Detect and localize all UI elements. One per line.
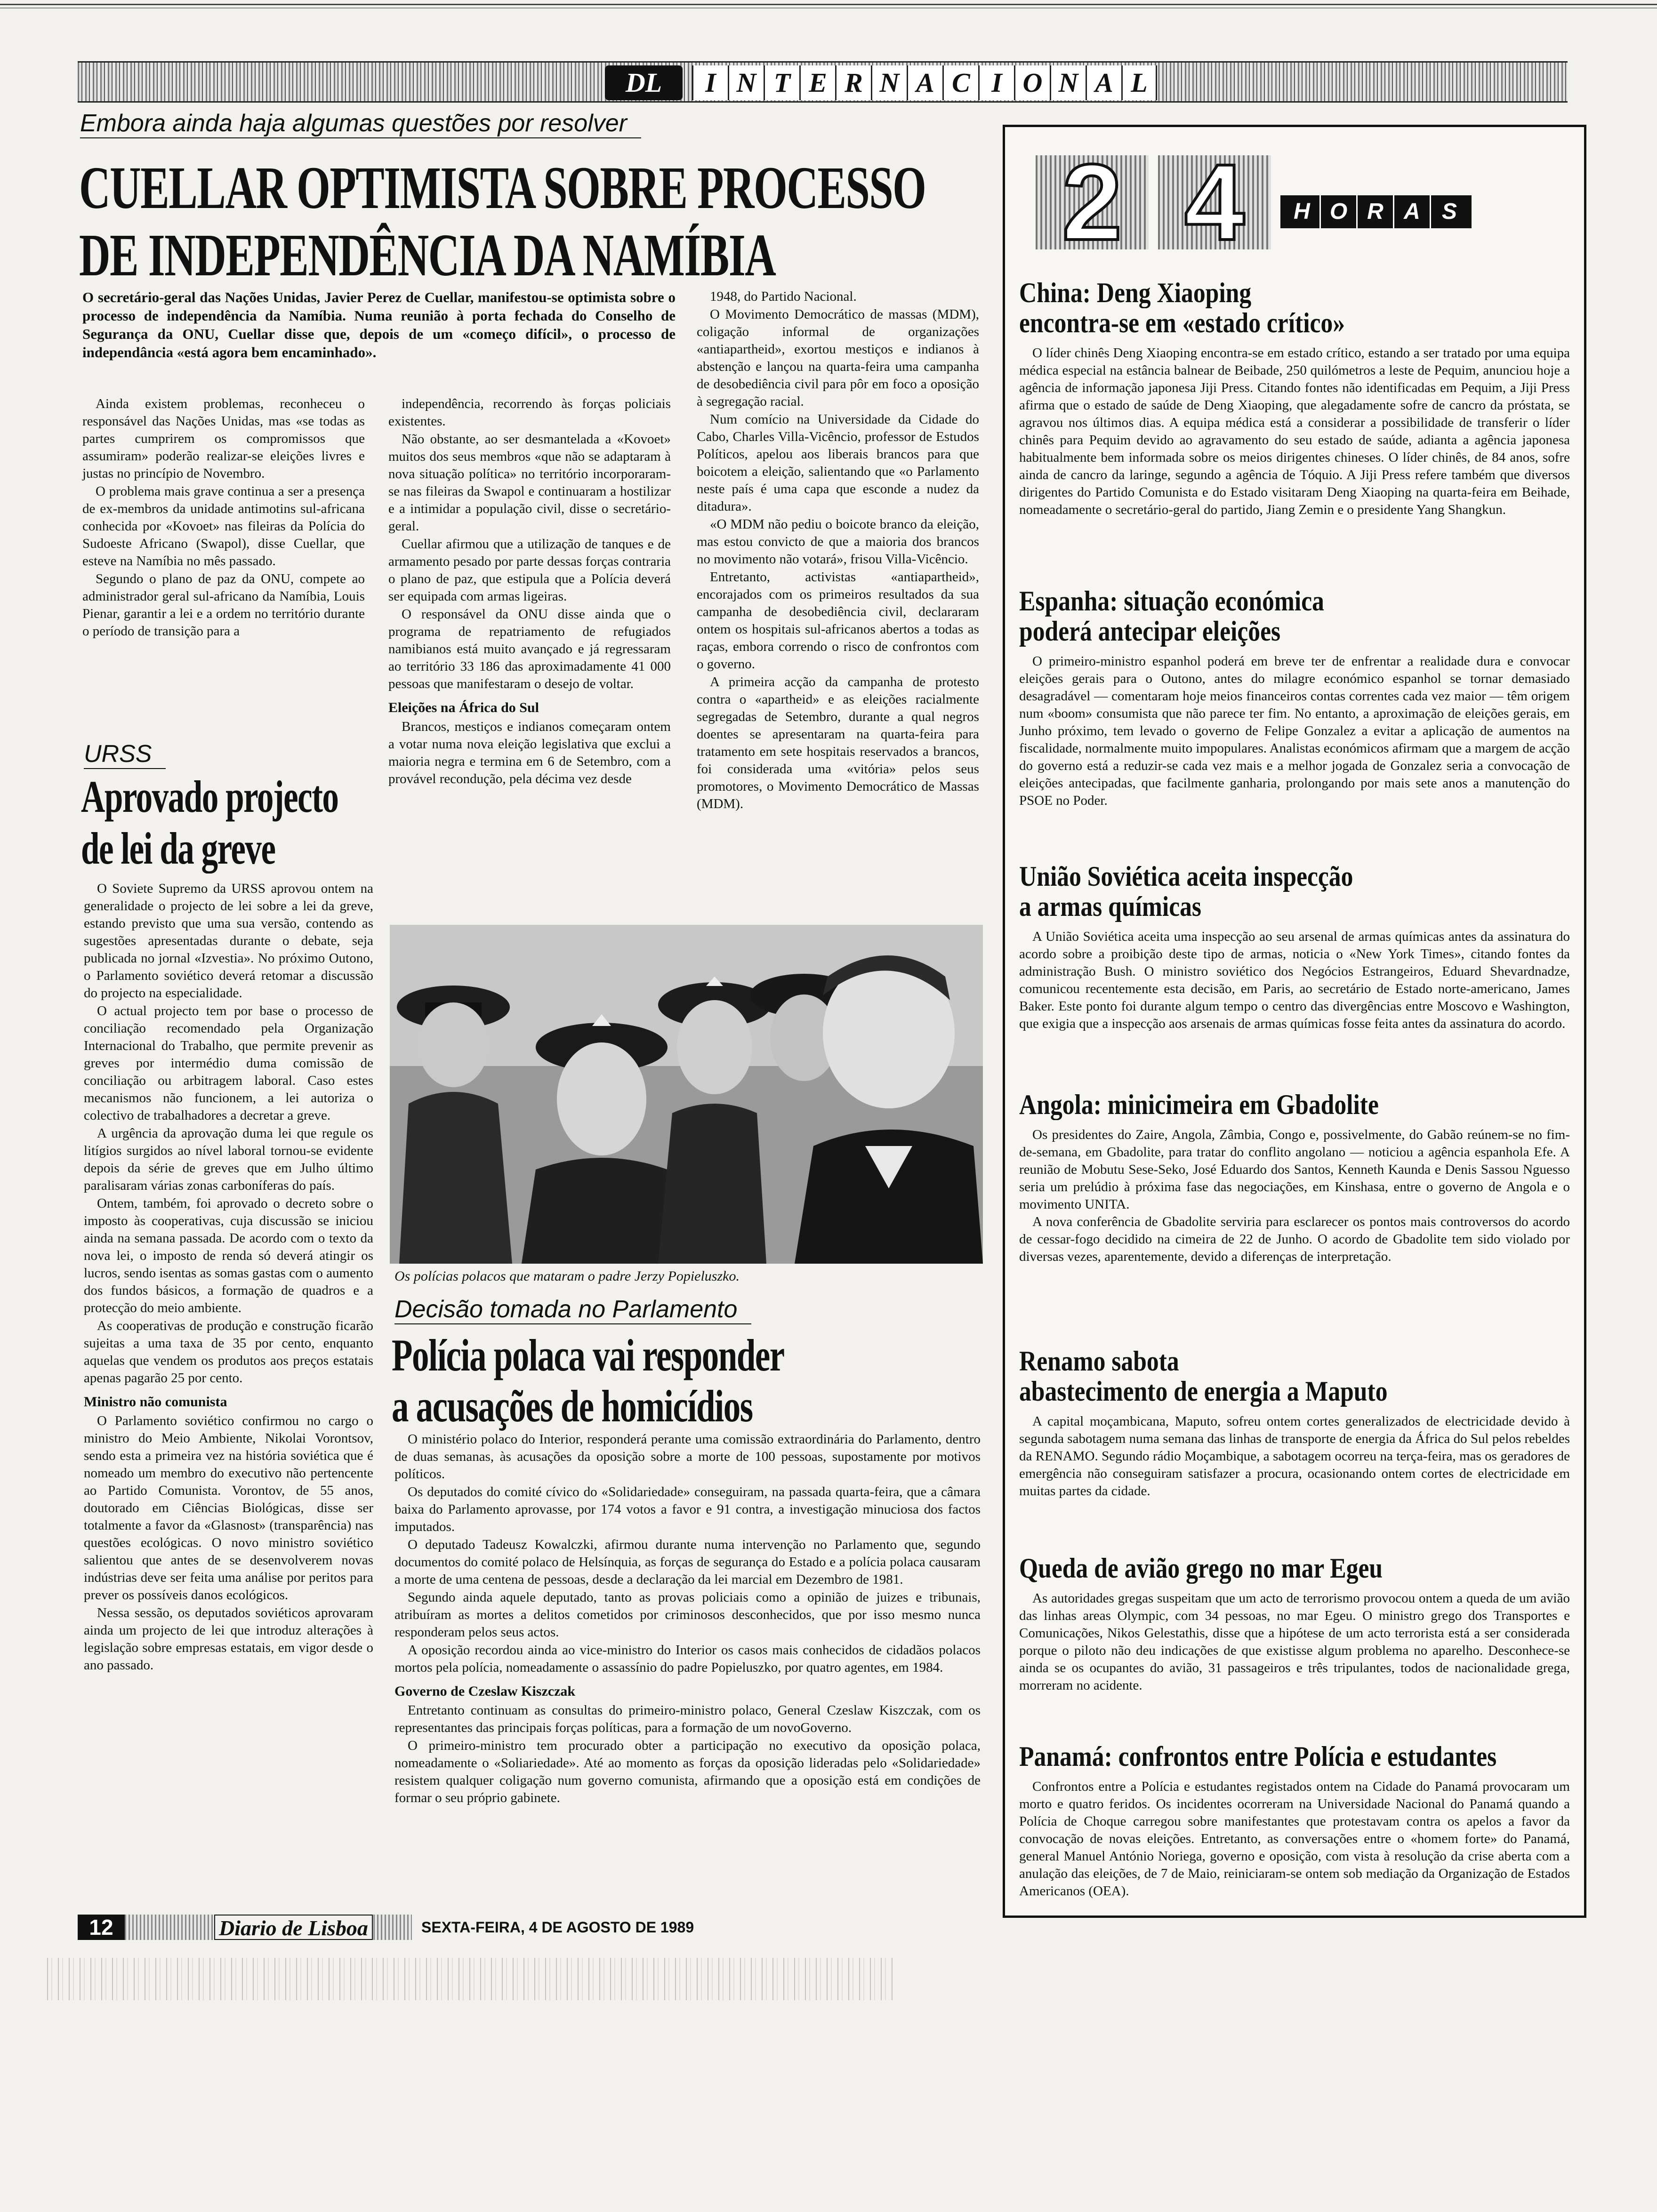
paragraph: O primeiro-ministro espanhol poderá em breve ter de enfrentar a realidade dura e convocar eleições gerais para o Outono, antes do milagre económico espanhol se tornar demasiado desagradável — comentaram hoje meios financeiros contas correntes cada vez maior — têm origem num «boom» consumista que não parece ter fim. No entanto, a aproximação de eleições gerais, em Junho próximo, tem levado o governo de Felipe Gonzalez a evitar a aplicação de aumentos na fiscalidade, normalmente muito impopulares. Analistas económicos afirmam que a margem de acção do governo está a reduzir-se cada vez mais e a melhor jogada de Gonzalez seria a convocação de eleições antecipadas, que facilmente ganharia, prolongando por mais sete anos a manutenção do PSOE no Poder. bbox=[1019, 654, 1570, 808]
paragraph: Num comício na Universidade da Cidade do Cabo, Charles Villa-Vicêncio, professor de Estudos Políticos, apelou aos liberais brancos para que boicotem a eleição, salientando que «o Parlamento neste país é uma capa que esconde a nudez da ditadura». bbox=[697, 412, 979, 514]
item-headline-line-1: China: Deng Xiaoping bbox=[1019, 277, 1252, 308]
item-body bbox=[1019, 1778, 1570, 1900]
horas24-item bbox=[1019, 1553, 1570, 1723]
item-headline-line-2: poderá antecipar eleições bbox=[1019, 616, 1281, 647]
poland-headline-line-2: a acusações de homicídios bbox=[392, 1381, 753, 1431]
paragraph: O primeiro-ministro tem procurado obter a participação no executivo da oposição polaca, nomeadamente o «Soliariedade». Até ao momento as forças da oposição lideradas pelo «Solidariedade» resistem qualquer coligação num governo comunista, afirmando que a oposição está em condições de formar o seu próprio gabinete. bbox=[394, 1738, 981, 1805]
main-kicker-text: Embora ainda haja algumas questões por resolver bbox=[80, 109, 641, 138]
main-headline-line-1: CUELLAR OPTIMISTA SOBRE PROCESSO bbox=[79, 154, 926, 221]
section-letter: A bbox=[1086, 65, 1121, 100]
item-headline-line-2: encontra-se em «estado crítico» bbox=[1019, 307, 1345, 338]
item-body bbox=[1019, 653, 1570, 809]
section-letter: O bbox=[1014, 65, 1050, 100]
paragraph: O Movimento Democrático de massas (MDM), coligação informal de organizações «antiapartheid», exortou mestiços e indianos à abstenção e lançou na quarta-feira uma campanha de desobediência civil para pôr em foco a oposição à segregação racial. bbox=[697, 307, 979, 409]
police-photo-illustration bbox=[390, 925, 983, 1264]
paragraph: Brancos, mestiços e indianos começaram ontem a votar numa nova eleição legislativa que exclui a maioria negra e termina em 6 de Setembro, com a provável recondução, pela décima vez desde bbox=[388, 719, 671, 786]
paragraph: A União Soviética aceita uma inspecção ao seu arsenal de armas químicas antes da assinatura do acordo sobre a proibição deste tipo de armas, noticia o «New York Times», citando fontes da administração Bush. O ministro soviético dos Negócios Estrangeiros, Eduard Shevardnadze, comunicou recentemente esta decisão, em Paris, ao secretário de Estado norte-americano, James Baker. Este ponto foi durante algum tempo o centro das divergências entre Moscovo e Washington, que exigia que a inspecção aos arsenais de armas químicas fosse feita antes da assinatura do acordo. bbox=[1019, 929, 1570, 1031]
main-column-2-body bbox=[388, 395, 671, 693]
horas24-item bbox=[1019, 861, 1570, 1068]
paragraph: As autoridades gregas suspeitam que um acto de terrorismo provocou ontem a queda de um avião das linhas areas Olympic, com 34 pessoas, no mar Egeu. O ministro grego dos Transportes e Comunicações, Nikos Gelestathis, disse que a hipótese de um acto terrorista está a ser considerada porque o piloto não deu indicações de que existisse algum problema no aparelho. Desconhece-se ainda se os ocupantes do avião, 31 passageiros e três tripulantes, todos de nacionalidade grega, morreram no acidente. bbox=[1019, 1591, 1570, 1693]
horas-letter: H bbox=[1284, 195, 1321, 228]
item-headline-line-2: abastecimento de energia a Maputo bbox=[1019, 1376, 1388, 1407]
horas24-digit-4: 4 bbox=[1158, 155, 1271, 249]
item-body bbox=[1019, 345, 1570, 519]
paragraph: O Soviete Supremo da URSS aprovou ontem na generalidade o projecto de lei sobre a lei da greve, estando previsto que uma sua versão, contendo as sugestões apresentadas durante o debate, seja publicada no jornal «Izvestia». No próximo Outono, o Parlamento soviético deverá retomar a discussão do projecto na especialidade. bbox=[84, 881, 373, 1001]
paragraph: O deputado Tadeusz Kowalczki, afirmou durante numa intervenção no Parlamento que, segundo documentos do comité polaco de Helsínquia, as forças de segurança do Estado e a polícia polaca causaram a morte de uma centena de pessoas, desde a declaração da lei marcial em Dezembro de 1981. bbox=[394, 1537, 981, 1587]
item-headline-line-1: Renamo sabota bbox=[1019, 1346, 1179, 1377]
section-letter: I bbox=[692, 65, 728, 100]
page-number: 12 bbox=[78, 1915, 125, 1940]
paragraph: O actual projecto tem por base o processo de conciliação recomendado pela Organização Internacional do Trabalho, que permite prevenir as greves por intermédio duma comissão de conciliação ou arbitragem laboral. Caso estes mecanismos não funcionem, a lei autoriza o colectivo de trabalhadores a decretar a greve. bbox=[84, 1003, 373, 1123]
scan-noise bbox=[47, 1958, 894, 2000]
item-headline-line-1: Queda de avião grego no mar Egeu bbox=[1019, 1553, 1383, 1584]
section-letter: C bbox=[942, 65, 978, 100]
urss-subhead: Ministro não comunista bbox=[84, 1394, 227, 1410]
horas-label bbox=[1280, 195, 1472, 228]
main-column-1 bbox=[82, 395, 365, 715]
horas24-item bbox=[1019, 1346, 1570, 1530]
section-letter: N bbox=[871, 65, 907, 100]
item-body bbox=[1019, 1590, 1570, 1694]
paragraph: O Parlamento soviético confirmou no cargo o ministro do Meio Ambiente, Nikolai Vorontsov, sendo esta a primeira vez na história soviética que é nomeado um membro do executivo não pertencente ao Partido Comunista. Vorontov, de 55 anos, doutorado em Ciências Biológicas, disse ser totalmente a favor da «Glasnost» (transparência) nas questões ecológicas. O novo ministro soviético salientou que antes de se desenvolverem novas indústrias deve ser feita uma análise por peritos para prever os possíveis danos ecológicos. bbox=[84, 1413, 373, 1603]
poland-body-text bbox=[394, 1431, 981, 1676]
paragraph: independência, recorrendo às forças policiais existentes. bbox=[388, 396, 671, 429]
poland-kicker-text: Decisão tomada no Parlamento bbox=[394, 1295, 751, 1324]
paragraph: Não obstante, ao ser desmantelada a «Kovoet» muitos dos seus membros «que não se adaptaram à nova situação política» no território incorporaram-se nas fileiras da Swapol e continuaram a hostilizar e a intimidar a população civil, disse o secretário-geral. bbox=[388, 432, 671, 534]
item-headline-line-1: União Soviética aceita inspecção bbox=[1019, 861, 1353, 892]
paragraph: Ainda existem problemas, reconheceu o responsável das Nações Unidas, mas «se todas as partes cumprirem os compromissos que assumiram» poderão realizar-se eleições livres e justas no princípio de Novembro. bbox=[82, 396, 365, 481]
section-letter: R bbox=[835, 65, 871, 100]
urss-body-text-2 bbox=[84, 1412, 373, 1674]
paragraph: O responsável da ONU disse ainda que o programa de repatriamento de refugiados namibianos está muito avançado e já regressaram ao território 33 186 das aproximadamente 41 000 pessoas que manifestaram o desejo de voltar. bbox=[388, 607, 671, 691]
top-border bbox=[0, 4, 1657, 8]
photo-caption: Os polícias polacos que mataram o padre Jerzy Popieluszko. bbox=[394, 1268, 740, 1284]
main-subhead-elections: Eleições na África do Sul bbox=[388, 700, 539, 715]
paragraph: O problema mais grave continua a ser a presença de ex-membros da unidade antimotins sul-africana conhecida por «Kovoet» nas fileiras da Polícia do Sudoeste Africano (Swapol), disse Cuellar, que esteve na Namíbia no mês passado. bbox=[82, 484, 365, 569]
paragraph: A urgência da aprovação duma lei que regule os litígios surgidos ao nível laboral tornou-se evidente depois da série de greves que em Julho último paralisaram várias zonas carboníferas do país. bbox=[84, 1126, 373, 1193]
section-letter: I bbox=[978, 65, 1014, 100]
item-body bbox=[1019, 1126, 1570, 1266]
urss-kicker bbox=[84, 740, 166, 769]
paragraph: Os deputados do comité cívico do «Solidariedade» conseguiram, na passada quarta-feira, que a câmara baixa do Parlamento aprovasse, por 174 votos a favor e 91 contra, a investigação minuciosa dos factos imputados. bbox=[394, 1484, 981, 1534]
poland-body-text-2 bbox=[394, 1702, 981, 1807]
paragraph: 1948, do Partido Nacional. bbox=[710, 289, 857, 304]
paragraph: A capital moçambicana, Maputo, sofreu ontem cortes generalizados de electricidade devido à segunda sabotagem numa semana das linhas de transporte de energia da África do Sul pelos rebeldes da RENAMO. Segundo rádio Moçambique, a sabotagem ocorreu na terça-feira, mas os geradores de emergência não conseguiram satisfazer a procura, ocasionando ontem cortes de electricidade em muitas partes da cidade. bbox=[1019, 1414, 1570, 1499]
horas-letter: S bbox=[1441, 199, 1457, 224]
item-headline-line-1: Panamá: confrontos entre Polícia e estudantes bbox=[1019, 1741, 1497, 1772]
paragraph: O ministério polaco do Interior, responderá perante uma comissão extraordinária do Parlamento, dentro de duas semanas, às acusações da oposição sobre a morte de 100 pessoas, supostamente por motivos políticos. bbox=[394, 1432, 981, 1482]
footer-brand: Diario de Lisboa bbox=[214, 1915, 373, 1940]
urss-body-text bbox=[84, 880, 373, 1387]
horas-letter: O bbox=[1321, 195, 1358, 228]
item-body bbox=[1019, 1413, 1570, 1500]
paragraph: A oposição recordou ainda ao vice-ministro do Interior os casos mais conhecidos de cidadãos polacos mortos pela polícia, nomeadamente o assassínio do padre Popieluszko, por quatro agentes, em 1984. bbox=[394, 1643, 981, 1675]
section-masthead bbox=[78, 61, 1568, 103]
paragraph: O líder chinês Deng Xiaoping encontra-se em estado crítico, estando a ser tratado por uma equipa médica especial na estância balnear de Beibade, 250 quilómetros a leste de Pequim, anunciou hoje a agência de informação japonesa Jiji Press. Citando fontes não identificadas em Pequim, a Jiji Press afirma que o estado de saúde de Deng Xiaoping, que alegadamente sofre de cancro da próstata, se agravou nos últimos dias. A equipa médica está a considerar a possibilidade de transferir o líder chinês para Pequim devido ao agravamento do seu estado de saúde, adianta a agência japonesa habitualmente bem informada sobre os meios dirigentes chineses. O líder chinês, de 84 anos, sofre ainda de cancro da laringe, segundo a agência de Tóquio. A Jiji Press refere também que diversos dirigentes do Partido Comunista e do Estado visitaram Deng Xiaoping na quarta-feira em Beihade, nomeadamente o secretário-geral do partido, Jiang Zemin e o presidente Yang Shangkun. bbox=[1019, 345, 1570, 517]
urss-headline-line-1: Aprovado projecto bbox=[81, 771, 338, 822]
paragraph: A primeira acção da campanha de protesto contra o «apartheid» e as eleições racialmente segregadas de Setembro, durante a qual negros doentes se apresentaram na quarta-feira para tratamento em sete hospitais reservados a brancos, foi considerada uma «vitória» pelos seus promotores, o Movimento Democrático de Massas (MDM). bbox=[697, 674, 979, 811]
paragraph: Segundo ainda aquele deputado, tanto as provas policiais como a opinião de juizes e tribunais, atribuíram as mortes a delitos cometidos por criminosos desconhecidos, que por isso mesmo nunca responderam pelos seus actos. bbox=[394, 1590, 981, 1640]
item-body bbox=[1019, 928, 1570, 1033]
paragraph: Nessa sessão, os deputados soviéticos aprovaram ainda um projecto de lei que introduz alterações à legislação sobre empresas estatais, em vigor desde o ano passado. bbox=[84, 1605, 373, 1673]
horas24-item bbox=[1019, 1090, 1570, 1320]
item-headline-line-1: Espanha: situação económica bbox=[1019, 585, 1324, 617]
urss-kicker-text: URSS bbox=[84, 740, 166, 769]
section-letter: E bbox=[799, 65, 835, 100]
horas-letter: A bbox=[1394, 195, 1431, 228]
horas24-digit-2: 2 bbox=[1036, 155, 1149, 249]
section-letter: L bbox=[1121, 65, 1157, 100]
item-headline-line-2: a armas químicas bbox=[1019, 891, 1201, 922]
paragraph: As cooperativas de produção e construção ficarão sujeitas a uma taxa de 35 por cento, enquanto aquelas que vendem os produtos aos preços estatais apenas pagarão 25 por cento. bbox=[84, 1318, 373, 1386]
section-title bbox=[692, 65, 1157, 100]
main-column-2-after bbox=[388, 718, 671, 788]
paragraph: Confrontos entre a Polícia e estudantes registados ontem na Cidade do Panamá provocaram um morto e quatro feridos. Os incidentes ocorreram na Universidade Nacional do Panamá quando a Polícia de Choque carregou sobre manifestantes que protestavam contra os apelos a favor da convocação de novas eleições. Entretanto, as conversações entre o «homem forte» do Panamá, general Manuel António Noriega, governo e oposição, com vista à resolução da crise aberta com a anulação das eleições, de 7 de Maio, reiniciaram-se ontem sob mediação da Organização de Estados Americanos (OEA). bbox=[1019, 1779, 1570, 1899]
horas24-item bbox=[1019, 586, 1570, 840]
section-letter: T bbox=[764, 65, 799, 100]
urss-headline-line-2: de lei da greve bbox=[81, 823, 275, 874]
paragraph: Entretanto continuam as consultas do primeiro-ministro polaco, General Czeslaw Kiszczak, com os representantes das principais forças políticas, para a formação de um novoGoverno. bbox=[394, 1703, 981, 1735]
horas24-item bbox=[1019, 278, 1570, 560]
police-photo bbox=[390, 925, 983, 1264]
section-letter: A bbox=[907, 65, 942, 100]
section-letter: N bbox=[728, 65, 764, 100]
poland-kicker bbox=[394, 1295, 751, 1324]
dl-logo: DL bbox=[605, 65, 683, 100]
main-kicker bbox=[80, 109, 641, 138]
paragraph: Cuellar afirmou que a utilização de tanques e de armamento pesado por parte dessas forças contraria o plano de paz, que estipula que a Polícia deverá ser equipada com armas ligeiras. bbox=[388, 537, 671, 604]
main-lead: O secretário-geral das Nações Unidas, Javier Perez de Cuellar, manifestou-se optimista sobre o processo de independência da Namíbia. Numa reunião à porta fechada do Conselho de Segurança da ONU, Cuellar disse que, depois de um «começo difícil», o processo de independância «está agora bem encaminhado». bbox=[82, 289, 676, 361]
main-column-2 bbox=[388, 395, 671, 932]
paragraph: Ontem, também, foi aprovado o decreto sobre o imposto às cooperativas, cuja discussão se iniciou ainda na semana passada. De acordo com o texto da nova lei, o imposto de renda só deverá atingir os lucros, sendo isentas as somas gastas com o aumento dos fundos básicos, a formação de quadros e a protecção do meio ambiente. bbox=[84, 1196, 373, 1315]
main-column-3 bbox=[697, 288, 979, 928]
horas24-item bbox=[1019, 1741, 1570, 1911]
section-letter: N bbox=[1050, 65, 1086, 100]
paragraph: Segundo o plano de paz da ONU, compete ao administrador geral sul-africano da Namíbia, Louis Pienar, garantir a lei e a ordem no território durante o período de transição para a bbox=[82, 571, 365, 639]
paragraph: «O MDM não pediu o boicote branco da eleição, mas estou convicto de que a maioria dos brancos no movimento não votará», frisou Villa-Vicêncio. bbox=[697, 517, 979, 567]
poland-body bbox=[394, 1431, 981, 1906]
poland-headline-line-1: Polícia polaca vai responder bbox=[392, 1330, 784, 1380]
paragraph: Os presidentes do Zaire, Angola, Zâmbia, Congo e, possivelmente, do Gabão reúnem-se no fim-de-semana, em Gbadolite, para tratar do conflito angolano — noticiou a agência espanhola Efe. A reunião de Mobutu Sese-Seko, José Eduardo dos Santos, Kenneth Kaunda e Denis Sassou Nguesso seria um prelúdio à próxima fase das negociações, em Kinshasa, entre o governo de Angola e o movimento UNITA. bbox=[1019, 1127, 1570, 1212]
urss-body bbox=[84, 880, 373, 1673]
paragraph: Entretanto, activistas «antiapartheid», encorajados com os primeiros resultados da sua campanha de desobediência civil, declararam ontem os hospitais sul-africanos abertos a todas as raças, embora correndo o risco de confrontos com o governo. bbox=[697, 569, 979, 672]
horas-letter: R bbox=[1358, 195, 1394, 228]
poland-subhead: Governo de Czeslaw Kiszczak bbox=[394, 1683, 576, 1699]
item-headline-line-1: Angola: minicimeira em Gbadolite bbox=[1019, 1089, 1379, 1120]
main-headline-line-2: DE INDEPENDÊNCIA DA NAMÍBIA bbox=[79, 222, 776, 289]
horas24-header bbox=[1036, 142, 1544, 263]
paragraph: A nova conferência de Gbadolite serviria para esclarecer os pontos mais controversos do acordo de cessar-fogo decidido na cimeira de 22 de Junho. O acordo de Gbadolite tem sido violado por diversas vezes, aparentemente, devido a diferenças de interpretação. bbox=[1019, 1214, 1570, 1264]
footer-date: SEXTA-FEIRA, 4 DE AGOSTO DE 1989 bbox=[421, 1919, 694, 1936]
